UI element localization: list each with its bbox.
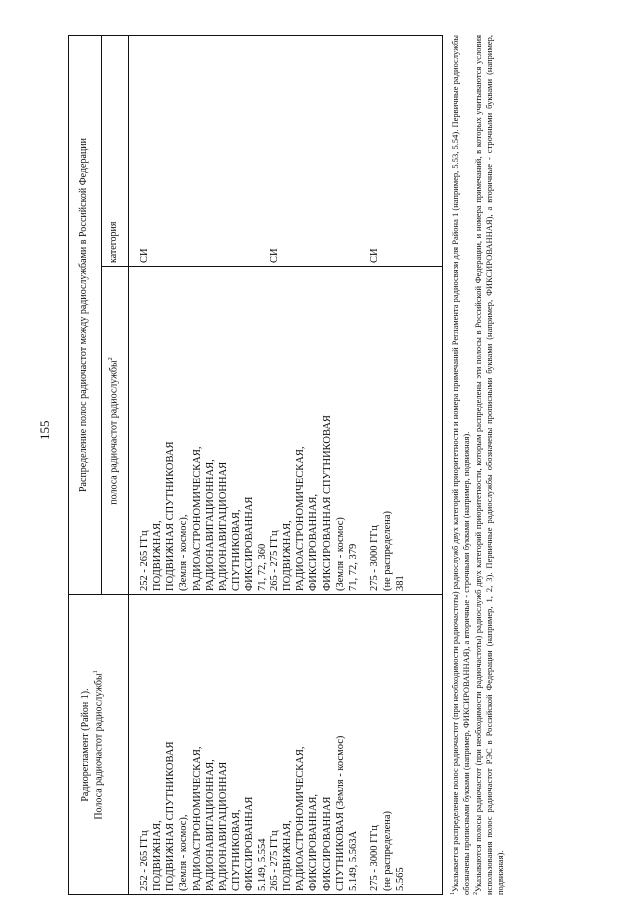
row2-category: СИ (269, 248, 280, 263)
table-bottom-border (442, 35, 443, 895)
col1-right-line (68, 594, 443, 595)
header-region1-sup: 1 (92, 670, 99, 674)
header-rf-allocation: Распределение полос радиочастот между радиослужбами в Российской Федерации (78, 138, 89, 492)
header-region1 (80, 599, 105, 891)
footnote-2-mark: 2 (472, 892, 479, 895)
header-category: категория (108, 221, 119, 263)
allocation-table (68, 35, 443, 895)
col2-right-line (101, 266, 443, 267)
footnote-2-text: Указываются полосы радиочастот (при необходимости радиочастоты) радиослужб двух категорий приоритетности, которым распределены эти полосы в Российской Федерации, и номера примечаний, в которых учитываются условия использования полос радиочастот РЭС в Российской Федерации (например, 1, 2, 3). Первичные радиослужбы обозначены прописными буквами (например, ФИКСИРОВАННАЯ), а вторичные - строчными буквами (например, подвижная). (472, 35, 505, 895)
footnotes (450, 35, 506, 895)
row2-region1: 265 - 275 ГГц ПОДВИЖНАЯ, РАДИОАСТРОНОМИЧЕСКАЯ, ФИКСИРОВАННАЯ, ФИКСИРОВАННАЯ СПУТНИКОВАЯ (Земля - космос) 5.149, 5.563А (269, 735, 359, 891)
footnote-2 (473, 35, 506, 895)
page-number: 155 (37, 420, 52, 440)
row3-category: СИ (369, 248, 380, 263)
rf-header-divider (101, 35, 102, 595)
footnote-1-mark: 1 (450, 892, 457, 895)
footnote-1-text: Указывается распределение полос радиочастот (при необходимости радиочастоты) радиослужб двух категорий приоритетности и номера примечаний Регламента радиосвязи для Района 1 (например, 5.53, 5.54). Первичные радиослужбы обозначены прописными буквами (например, ФИКСИРОВАННАЯ), а вторичные - строчными буквами (например, подвижная). (450, 35, 471, 895)
header-region1-line1: Радиорегламент (Район 1). (80, 688, 91, 802)
table-top-border (68, 35, 69, 895)
table-right-border (68, 35, 443, 36)
header-region1-line2: Полоса радиочастот радиослужбы (92, 673, 104, 820)
row1-region1: 252 - 265 ГГц ПОДВИЖНАЯ, ПОДВИЖНАЯ СПУТНИКОВАЯ (Земля - космос), РАДИОАСТРОНОМИЧЕСКАЯ, РАДИОНАВИГАЦИОННАЯ, РАДИОНАВИГАЦИОННАЯ СПУТНИКОВАЯ, ФИКСИРОВАННАЯ 5.149, 5.554 (139, 741, 269, 891)
rotated-page-content (68, 35, 568, 895)
row1-rf: 252 - 265 ГГц ПОДВИЖНАЯ, ПОДВИЖНАЯ СПУТНИКОВАЯ (Земля - космос), РАДИОАСТРОНОМИЧЕСКАЯ, РАДИОНАВИГАЦИОННАЯ, РАДИОНАВИГАЦИОННАЯ СПУТНИКОВАЯ, ФИКСИРОВАННАЯ 71, 72, 360 (139, 441, 269, 591)
row2-rf: 265 - 275 ГГц ПОДВИЖНАЯ, РАДИОАСТРОНОМИЧЕСКАЯ, ФИКСИРОВАННАЯ, ФИКСИРОВАННАЯ СПУТНИКОВАЯ (Земля - космос) 71, 72, 379 (269, 415, 359, 591)
header-rf-band-label: полоса радиочастот радиослужбы (108, 360, 120, 505)
footnote-1 (450, 35, 472, 895)
row3-rf: 275 - 3000 ГГц (не распределена) 381 (369, 510, 407, 591)
header-rf-band-sup: 2 (108, 357, 114, 361)
row1-category: СИ (139, 248, 150, 263)
row3-region1: 275 - 3000 ГГц (не распределена) 5.565 (369, 810, 407, 891)
header-rf-band (108, 271, 121, 591)
table-left-border (68, 894, 443, 895)
header-bottom-line (128, 35, 129, 895)
